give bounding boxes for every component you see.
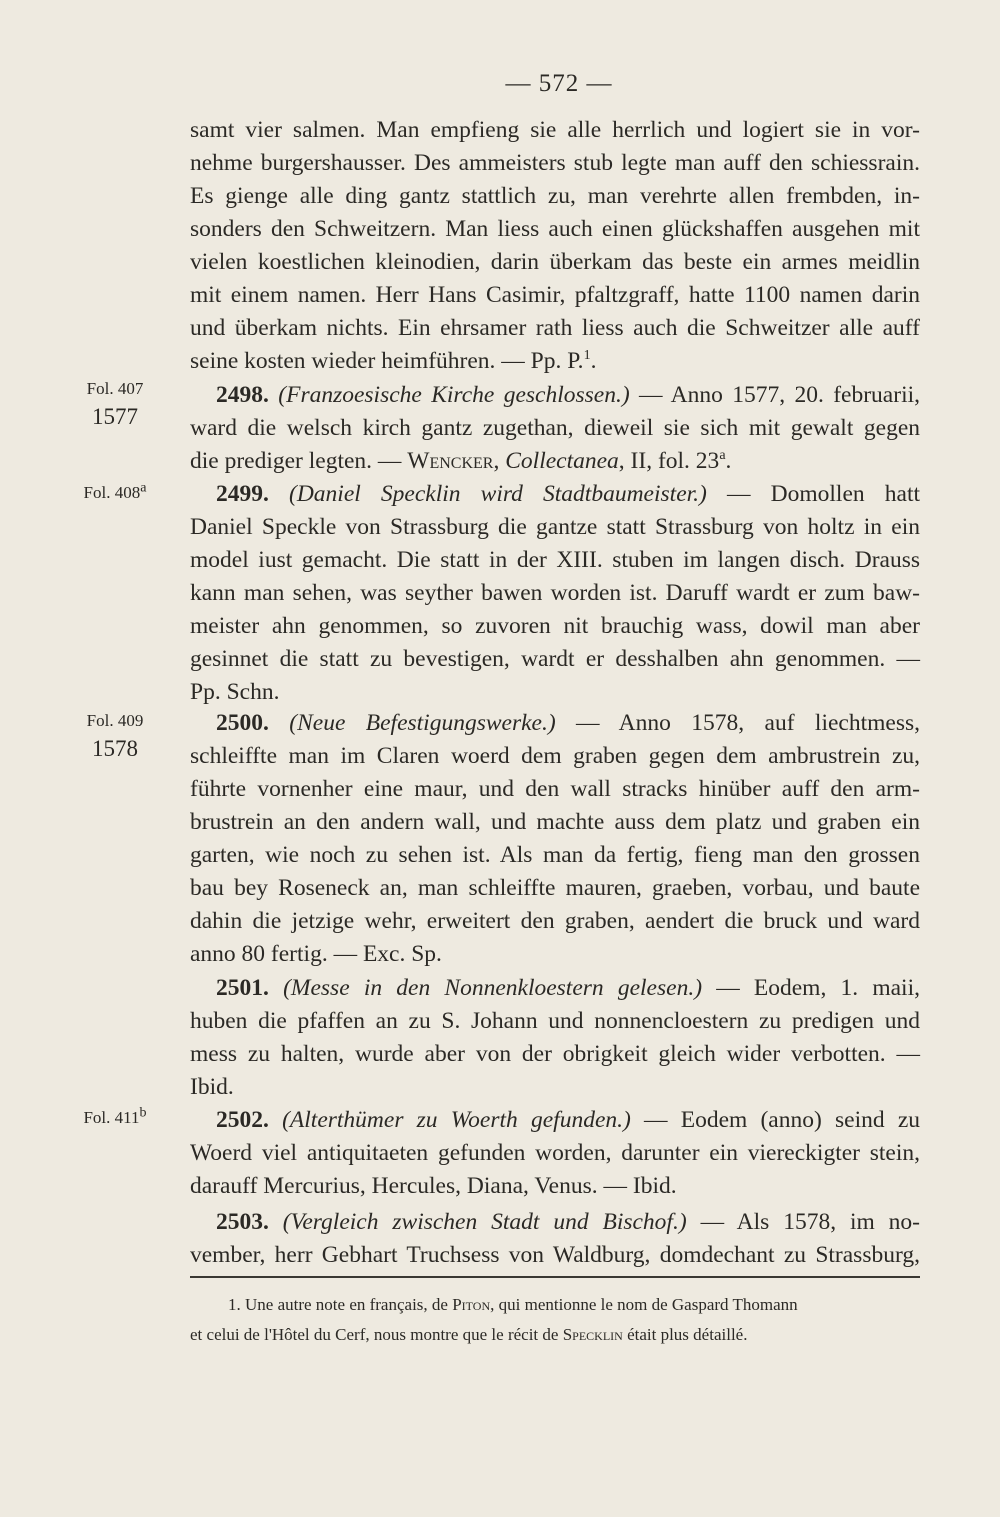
entry-heading: 2501. (Messe in den Nonnenkloestern gelesen.) — Eodem, 1. maii, xyxy=(216,975,920,1001)
text-line: vielen koestlichen kleinodien, darin überkam das beste ein armes meidlin xyxy=(190,249,920,275)
text-line: schleiffte man im Claren woerd dem graben gegen dem ambrustrein zu, xyxy=(190,743,920,769)
entry-2503 xyxy=(190,1206,920,1272)
text-line: seine kosten wieder heimführen. — Pp. P.$^1$. xyxy=(190,348,597,374)
text-line: sonders den Schweitzern. Man liess auch einen glückshaffen ausgehen mit xyxy=(190,216,920,242)
entry-2499 xyxy=(190,478,920,709)
margin-note-2499 xyxy=(60,482,170,504)
entry-2502 xyxy=(190,1104,920,1203)
footnote-line: 1. Une autre note en français, de Piton, qui mentionne le nom de Gaspard Thomann xyxy=(228,1295,798,1314)
text-line: mit einem namen. Herr Hans Casimir, pfaltzgraff, hatte 1100 namen darin xyxy=(190,282,920,308)
page-number: — 572 — xyxy=(505,70,613,97)
text-line: Woerd viel antiquitaeten gefunden worden, darunter ein viereckigter stein, xyxy=(190,1140,920,1166)
folio-reference: Fol. 408$^a$ xyxy=(83,480,147,502)
text-line: huben die pfaffen an zu S. Johann und nonnencloestern zu predigen und xyxy=(190,1008,920,1034)
entry-2498 xyxy=(190,379,920,478)
text-line: Pp. Schn. xyxy=(190,679,280,705)
footnote xyxy=(190,1290,920,1350)
footnote-line: et celui de l'Hôtel du Cerf, nous montre que le récit de Specklin était plus détaillé. xyxy=(190,1325,748,1344)
entry-continuation xyxy=(190,114,920,378)
text-line: führte vornenher eine maur, und den wall stracks hinüber auff den arm- xyxy=(190,776,920,802)
entry-heading: 2498. (Franzoesische Kirche geschlossen.) — Anno 1577, 20. februarii, xyxy=(216,382,920,408)
entry-number: 2500. xyxy=(216,710,269,736)
entry-2500 xyxy=(190,707,920,971)
footnote-divider xyxy=(190,1276,920,1278)
entry-number: 2498. xyxy=(216,382,269,408)
margin-note-2500 xyxy=(60,710,170,764)
entry-title: (Vergleich zwischen Stadt und Bischof.) xyxy=(282,1209,687,1235)
text-line: vember, herr Gebhart Truchsess von Waldburg, domdechant zu Strassburg, xyxy=(190,1242,920,1268)
folio-reference: Fol. 407 xyxy=(86,379,144,398)
folio-reference: Fol. 411$^b$ xyxy=(83,1105,147,1127)
text-line: mess zu halten, wurde aber von der obrigkeit gleich wider verbotten. — xyxy=(190,1041,920,1067)
text-line: Es gienge alle ding gantz stattlich zu, man verehrte allen frembden, in- xyxy=(190,183,920,209)
text-line: ward die welsch kirch gantz zugethan, dieweil sie sich mit gewalt gegen xyxy=(190,415,920,441)
entry-number: 2499. xyxy=(216,481,269,507)
entry-heading: 2499. (Daniel Specklin wird Stadtbaumeister.) — Domollen hatt xyxy=(216,481,921,507)
text-line: brustrein an den andern wall, und machte auss dem platz und graben ein xyxy=(190,809,920,835)
entry-title: (Messe in den Nonnenkloestern gelesen.) xyxy=(283,975,703,1001)
margin-year: 1577 xyxy=(92,404,138,429)
footnote-mark: 1 xyxy=(583,348,591,364)
text-line: Daniel Speckle von Strassburg die gantze statt Strassburg von holtz in ein xyxy=(190,514,920,540)
entry-number: 2503. xyxy=(216,1209,269,1235)
entry-2501 xyxy=(190,972,920,1104)
text-line: bau bey Roseneck an, man schleiffte mauren, graeben, vorbau, und baute xyxy=(190,875,920,901)
text-line: anno 80 fertig. — Exc. Sp. xyxy=(190,941,442,967)
entry-number: 2502. xyxy=(216,1107,269,1133)
entry-heading: 2500. (Neue Befestigungswerke.) — Anno 1578, auf liechtmess, xyxy=(216,710,920,736)
text-line: meister ahn genommen, so zuvoren nit brauchig wass, dowil man aber xyxy=(190,613,920,639)
text-line: und überkam nichts. Ein ehrsamer rath liess auch die Schweitzer alle auff xyxy=(190,315,920,341)
margin-note-2498 xyxy=(60,378,170,432)
folio-reference: Fol. 409 xyxy=(86,711,144,730)
text-line: samt vier salmen. Man empfieng sie alle herrlich und logiert sie in vor- xyxy=(190,117,920,143)
entry-title: (Franzoesische Kirche geschlossen.) xyxy=(278,382,630,408)
text-line: garten, wie noch zu sehen ist. Als man da fertig, fieng man den grossen xyxy=(190,842,920,868)
text-line: darauff Mercurius, Hercules, Diana, Venus. — Ibid. xyxy=(190,1173,677,1199)
text-line: die prediger legten. — Wencker, Collectanea, II, fol. 23$^a$. xyxy=(190,448,732,474)
entry-title: (Neue Befestigungswerke.) xyxy=(289,710,556,736)
entry-title: (Daniel Specklin wird Stadtbaumeister.) xyxy=(289,481,707,507)
margin-note-2502 xyxy=(60,1107,170,1129)
entry-heading: 2503. (Vergleich zwischen Stadt und Bischof.) — Als 1578, im no- xyxy=(216,1209,921,1235)
text-line: dahin die jetzige wehr, erweitert den graben, aendert die bruck und ward xyxy=(190,908,920,934)
text-line: gesinnet die statt zu bevestigen, wardt er desshalben ahn genommen. — xyxy=(190,646,920,672)
text-line: model iust gemacht. Die statt in der XIII. stuben im langen disch. Drauss xyxy=(190,547,920,573)
entry-heading: 2502. (Alterthümer zu Woerth gefunden.) — Eodem (anno) seind zu xyxy=(216,1107,920,1133)
text-line: kann man sehen, was seyther bawen worden ist. Daruff wardt er zum baw- xyxy=(190,580,920,606)
entry-title: (Alterthümer zu Woerth gefunden.) xyxy=(282,1107,631,1133)
text-line: nehme burgershausser. Des ammeisters stub legte man auff den schiessrain. xyxy=(190,150,920,176)
entry-number: 2501. xyxy=(216,975,269,1001)
margin-year: 1578 xyxy=(92,736,138,761)
text-line: Ibid. xyxy=(190,1074,234,1100)
